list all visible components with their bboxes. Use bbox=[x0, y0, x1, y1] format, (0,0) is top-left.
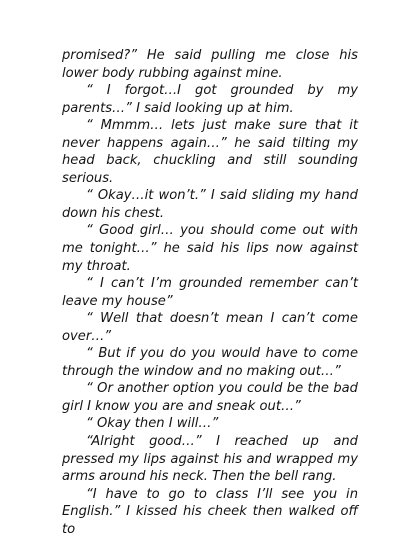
paragraph: “ I can’t I’m grounded remember can’t leave my house” bbox=[62, 276, 358, 309]
paragraph: “ I forgot…I got grounded by my parents…” I said looking up at him. bbox=[62, 83, 358, 116]
paragraph: “ Good girl… you should come out with me tonight…” he said his lips now against my throat. bbox=[62, 223, 358, 274]
paragraph: “ Okay then I will…” bbox=[86, 416, 219, 432]
paragraph: “ But if you do you would have to come through the window and no making out…” bbox=[62, 346, 358, 379]
document-page bbox=[62, 47, 358, 538]
paragraph: “ Well that doesn’t mean I can’t come over…” bbox=[62, 311, 358, 344]
paragraph: “I have to go to class I’ll see you in English.” I kissed his cheek then walked off to bbox=[62, 486, 358, 537]
paragraph: promised?” He said pulling me close his lower body rubbing against mine. bbox=[62, 48, 358, 81]
paragraph: “ Mmmm… lets just make sure that it never happens again…” he said tilting my head back, chuckling and still sounding serious. bbox=[62, 118, 358, 186]
paragraph: “ Okay…it won’t.” I said sliding my hand down his chest. bbox=[62, 188, 358, 221]
paragraph: “ Or another option you could be the bad girl I know you are and sneak out…” bbox=[62, 381, 358, 414]
paragraph: “Alright good…” I reached up and pressed my lips against his and wrapped my arms around his neck. Then the bell rang. bbox=[62, 434, 358, 485]
